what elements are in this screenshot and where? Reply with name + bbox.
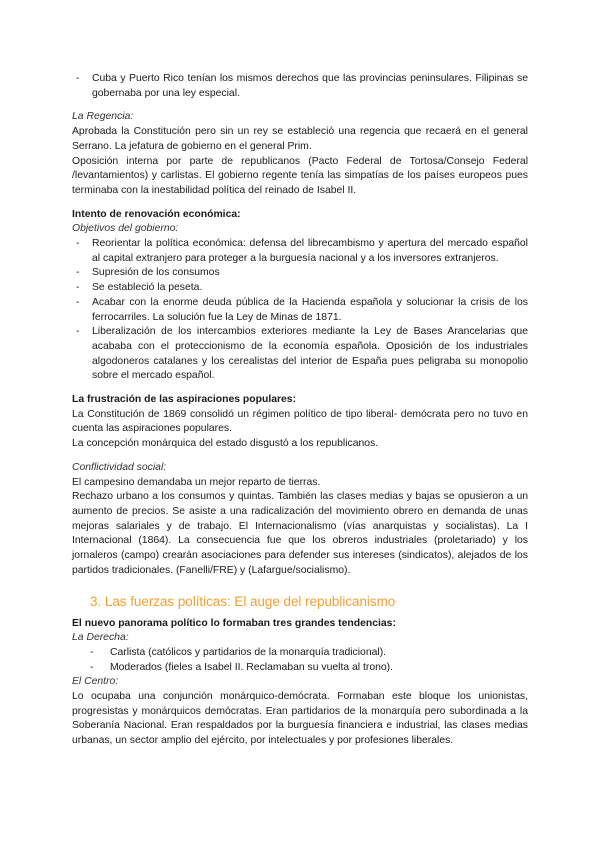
document-page (72, 72, 528, 749)
list-item: - Moderados (fieles a Isabel II. Reclamaban su vuelta al trono). (90, 661, 394, 673)
regencia-heading: La Regencia: (72, 111, 134, 123)
frustracion-paragraph-1: La Constitución de 1869 consolidó un régimen político de tipo liberal- demócrata pero no tuvo en cuenta las aspiraciones populares. (72, 408, 528, 435)
section-3-heading: El nuevo panorama político lo formaban tres grandes tendencias: (72, 617, 396, 629)
list-item: - Acabar con la enorme deuda pública de la Hacienda española y solucionar la crisis de los ferrocarriles. La solución fue la Ley de Minas de 1871. (76, 296, 528, 323)
list-item: - Se estableció la peseta. (76, 282, 203, 294)
frustracion-heading: La frustración de las aspiraciones populares: (72, 394, 297, 406)
centro-paragraph: Lo ocupaba una conjunción monárquico-demócrata. Formaban este bloque los unionistas, progresistas y monárquicos demócratas. Eran partidarios de la monarquía pero subordinada a la Soberanía Nacional. Eran respaldados por la burguesía financiera e industrial, las clases medias urbanas, un sector amplio del ejército, por intelectuales y por profesiones liberales. (72, 691, 528, 747)
list-item: - Carlista (católicos y partidarios de la monarquía tradicional). (90, 646, 387, 658)
centro-heading: El Centro: (72, 676, 119, 688)
derecha-list (72, 646, 528, 675)
regencia-paragraph-1: Aprobada la Constitución pero sin un rey se estableció una regencia que recaerá en el general Serrano. La jefatura de gobierno en el general Prim. (72, 126, 528, 152)
conflictividad-heading: Conflictividad social: (72, 461, 167, 473)
conflictividad-paragraph-1: El campesino demandaba un mejor reparto de tierras. (72, 476, 321, 488)
renovacion-subheading: Objetivos del gobierno: (72, 223, 179, 235)
list-item: - Cuba y Puerto Rico tenían los mismos derechos que las provincias peninsulares. Filipinas se gobernaba por una ley especial. (76, 73, 528, 99)
renovacion-heading: Intento de renovación económica: (72, 208, 241, 220)
section-3-title: 3. Las fuerzas políticas: El auge del republicanismo (90, 593, 396, 609)
regencia-paragraph-2: Oposición interna por parte de republicanos (Pacto Federal de Tortosa/Consejo Federal /levantamientos) y carlistas. El gobierno regente tenía las simpatías de los países europeos pues terminaba con la inestabilidad política del reinado de Isabel II. (72, 155, 528, 196)
frustracion-paragraph-2: La concepción monárquica del estado disgustó a los republicanos. (72, 438, 379, 450)
list-item: - Reorientar la política económica: defensa del librecambismo y apertura del mercado español al capital extranjero para proteger a la burguesía nacional y a los inversores extranjeros. (76, 238, 528, 264)
conflictividad-paragraph-2: Rechazo urbano a los consumos y quintas. También las clases medias y bajas se opusieron a un aumento de precios. Se asiste a una radicalización del movimiento obrero en demanda de unas mejoras salariales y de trabajo. El Internacionalismo (vías anarquistas y socialistas). La I Internacional (1864). La consecuencia fue que los obreros industriales (proletariado) y los jornaleros (campo) crearán asociaciones para defender sus intereses (sindicatos), alejados de los partidos tradicionales. (Fanelli/FRE) y (Lafargue/socialismo). (72, 491, 528, 576)
derecha-heading: La Derecha: (72, 632, 129, 644)
renovacion-list (72, 237, 528, 384)
top-list (72, 72, 528, 101)
list-item: - Liberalización de los intercambios exteriores mediante la Ley de Bases Arancelarias que acababa con el proteccionismo de la economía española. Oposición de los industriales algodoneros catalanes y los cerealistas del interior de España pues peligraba su monopolio sobre el mercado español. (76, 326, 528, 382)
list-item: - Supresión de los consumos (76, 267, 220, 279)
